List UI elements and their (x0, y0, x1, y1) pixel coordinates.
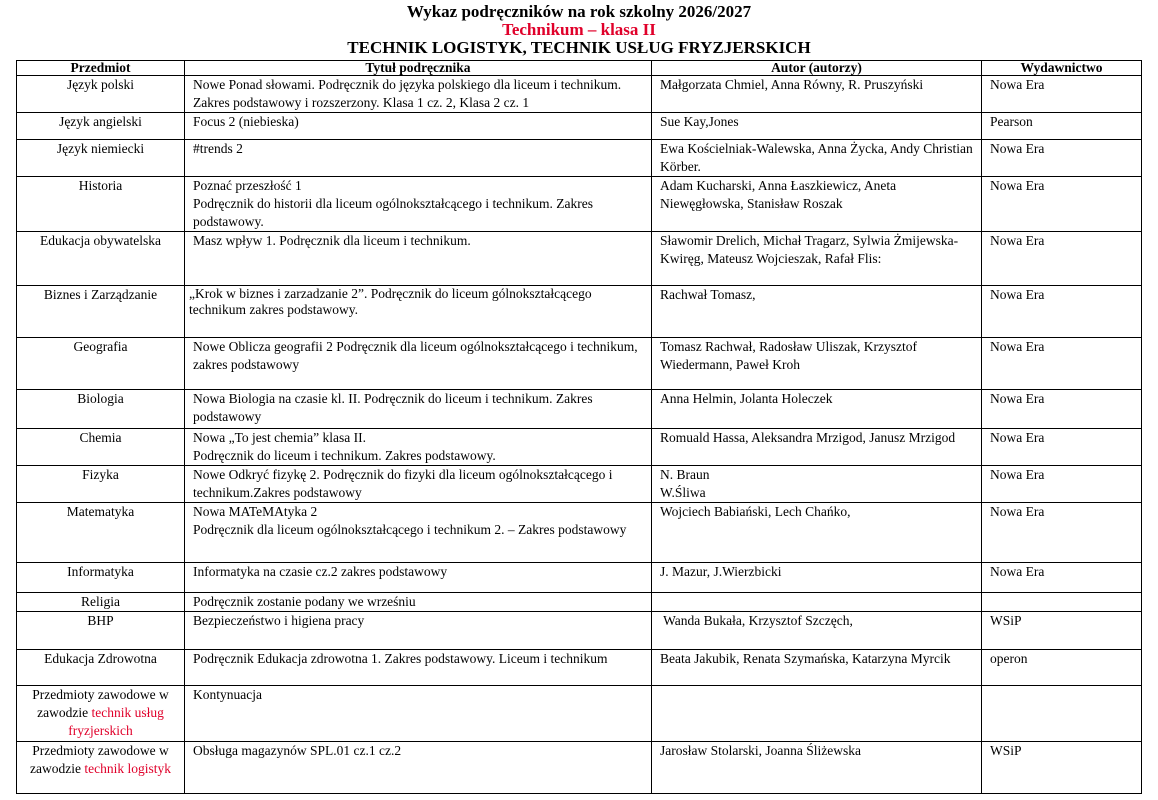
table-row (17, 503, 1142, 563)
subject-prefix: Przedmioty zawodowe w zawodzie (30, 743, 169, 776)
author-cell: Romuald Hassa, Aleksandra Mrzigod, Janusz Mrzigod (652, 429, 982, 466)
title-cell: Nowa Biologia na czasie kl. II. Podręcznik do liceum i technikum. Zakres podstawowy (185, 390, 652, 429)
subject-cell: Religia (17, 593, 185, 612)
title-cell: Obsługa magazynów SPL.01 cz.1 cz.2 (185, 742, 652, 794)
column-header-author: Autor (autorzy) (652, 61, 982, 76)
author-cell: Ewa Kościelniak-Walewska, Anna Życka, Andy Christian Körber. (652, 140, 982, 177)
subject-cell: BHP (17, 612, 185, 650)
subject-cell (17, 742, 185, 794)
publisher-cell (982, 686, 1142, 742)
publisher-cell: Nowa Era (982, 177, 1142, 232)
subject-cell: Fizyka (17, 466, 185, 503)
publisher-cell: Nowa Era (982, 140, 1142, 177)
publisher-cell: WSiP (982, 612, 1142, 650)
subject-cell: Język angielski (17, 113, 185, 140)
table-row (17, 466, 1142, 503)
table-row (17, 593, 1142, 612)
document-title: Wykaz podręczników na rok szkolny 2026/2027 (406, 2, 752, 21)
author-cell (652, 686, 982, 742)
publisher-cell: Nowa Era (982, 503, 1142, 563)
publisher-cell: operon (982, 650, 1142, 686)
title-cell: Bezpieczeństwo i higiena pracy (185, 612, 652, 650)
author-cell: Tomasz Rachwał, Radosław Uliszak, Krzysztof Wiedermann, Paweł Kroh (652, 338, 982, 390)
title-cell: Focus 2 (niebieska) (185, 113, 652, 140)
table-row (17, 390, 1142, 429)
table-header-row (17, 61, 1142, 76)
document-header (0, 0, 1158, 57)
title-cell: Masz wpływ 1. Podręcznik dla liceum i technikum. (185, 232, 652, 286)
publisher-cell: Nowa Era (982, 466, 1142, 503)
author-cell: Małgorzata Chmiel, Anna Równy, R. Pruszyński (652, 76, 982, 113)
table-row (17, 232, 1142, 286)
column-header-publisher: Wydawnictwo (982, 61, 1142, 76)
title-cell: Poznać przeszłość 1 Podręcznik do historii dla liceum ogólnokształcącego i technikum. Zakres podstawowy. (185, 177, 652, 232)
title-cell: Podręcznik zostanie podany we wrześniu (185, 593, 652, 612)
table-row (17, 338, 1142, 390)
publisher-cell: Nowa Era (982, 390, 1142, 429)
author-cell (652, 593, 982, 612)
publisher-cell: Nowa Era (982, 563, 1142, 593)
author-cell: J. Mazur, J.Wierzbicki (652, 563, 982, 593)
table-row (17, 563, 1142, 593)
author-cell: Wojciech Babiański, Lech Chańko, (652, 503, 982, 563)
subject-cell: Biznes i Zarządzanie (17, 286, 185, 338)
table-row (17, 612, 1142, 650)
subject-cell: Historia (17, 177, 185, 232)
subject-cell: Język niemiecki (17, 140, 185, 177)
title-cell: Podręcznik Edukacja zdrowotna 1. Zakres podstawowy. Liceum i technikum (185, 650, 652, 686)
publisher-cell: Pearson (982, 113, 1142, 140)
profession-name: technik logistyk (84, 761, 171, 776)
publisher-cell: Nowa Era (982, 338, 1142, 390)
author-cell: Beata Jakubik, Renata Szymańska, Katarzyna Myrcik (652, 650, 982, 686)
profession-name: technik usług fryzjerskich (68, 705, 164, 738)
column-header-title: Tytuł podręcznika (185, 61, 652, 76)
title-cell: Informatyka na czasie cz.2 zakres podstawowy (185, 563, 652, 593)
table-row (17, 742, 1142, 794)
publisher-cell: Nowa Era (982, 429, 1142, 466)
publisher-cell: Nowa Era (982, 76, 1142, 113)
subject-cell: Edukacja obywatelska (17, 232, 185, 286)
title-cell: Nowe Oblicza geografii 2 Podręcznik dla liceum ogólnokształcącego i technikum, zakres podstawowy (185, 338, 652, 390)
subject-cell: Język polski (17, 76, 185, 113)
table-row (17, 140, 1142, 177)
profiles-heading: TECHNIK LOGISTYK, TECHNIK USŁUG FRYZJERSKICH (347, 38, 811, 57)
table-row (17, 113, 1142, 140)
table-row (17, 686, 1142, 742)
table-row (17, 177, 1142, 232)
table-row (17, 650, 1142, 686)
subject-cell: Chemia (17, 429, 185, 466)
subject-cell: Matematyka (17, 503, 185, 563)
title-cell: #trends 2 (185, 140, 652, 177)
column-header-subject: Przedmiot (17, 61, 185, 76)
title-cell: Nowe Odkryć fizykę 2. Podręcznik do fizyki dla liceum ogólnokształcącego i technikum.Zakres podstawowy (185, 466, 652, 503)
table-row (17, 76, 1142, 113)
document-subtitle: Technikum – klasa II (502, 20, 656, 39)
subject-cell: Geografia (17, 338, 185, 390)
title-cell: Nowa MATeMAtyka 2 Podręcznik dla liceum ogólnokształcącego i technikum 2. – Zakres podstawowy (185, 503, 652, 563)
publisher-cell (982, 593, 1142, 612)
subject-cell (17, 686, 185, 742)
author-cell: Rachwał Tomasz, (652, 286, 982, 338)
title-cell: Kontynuacja (185, 686, 652, 742)
author-cell: Anna Helmin, Jolanta Holeczek (652, 390, 982, 429)
textbook-table (16, 60, 1142, 794)
author-cell (652, 113, 982, 140)
publisher-cell: Nowa Era (982, 232, 1142, 286)
title-cell: „Krok w biznes i zarzadzanie 2”. Podręcznik do liceum gólnokształcącego technikum zakres podstawowy. (185, 286, 652, 338)
subject-cell: Biologia (17, 390, 185, 429)
subject-cell: Informatyka (17, 563, 185, 593)
author-cell: Adam Kucharski, Anna Łaszkiewicz, Aneta Niewęgłowska, Stanisław Roszak (652, 177, 982, 232)
publisher-cell: WSiP (982, 742, 1142, 794)
title-cell: Nowa „To jest chemia” klasa II. Podręcznik do liceum i technikum. Zakres podstawowy. (185, 429, 652, 466)
author-cell: Wanda Bukała, Krzysztof Szczęch, (652, 612, 982, 650)
title-cell: Nowe Ponad słowami. Podręcznik do języka polskiego dla liceum i technikum. Zakres podstawowy i rozszerzony. Klasa 1 cz. 2, Klasa 2 cz. 1 (185, 76, 652, 113)
subject-cell: Edukacja Zdrowotna (17, 650, 185, 686)
subject-prefix: Przedmioty zawodowe w zawodzie (32, 687, 169, 720)
publisher-cell: Nowa Era (982, 286, 1142, 338)
table-row (17, 429, 1142, 466)
table-row (17, 286, 1142, 338)
author-cell: Sławomir Drelich, Michał Tragarz, Sylwia Żmijewska-Kwiręg, Mateusz Wojcieszak, Rafał Flis: (652, 232, 982, 286)
author-text: Sue Kay,Jones (660, 114, 739, 129)
author-cell: N. Braun W.Śliwa (652, 466, 982, 503)
author-cell: Jarosław Stolarski, Joanna Śliżewska (652, 742, 982, 794)
